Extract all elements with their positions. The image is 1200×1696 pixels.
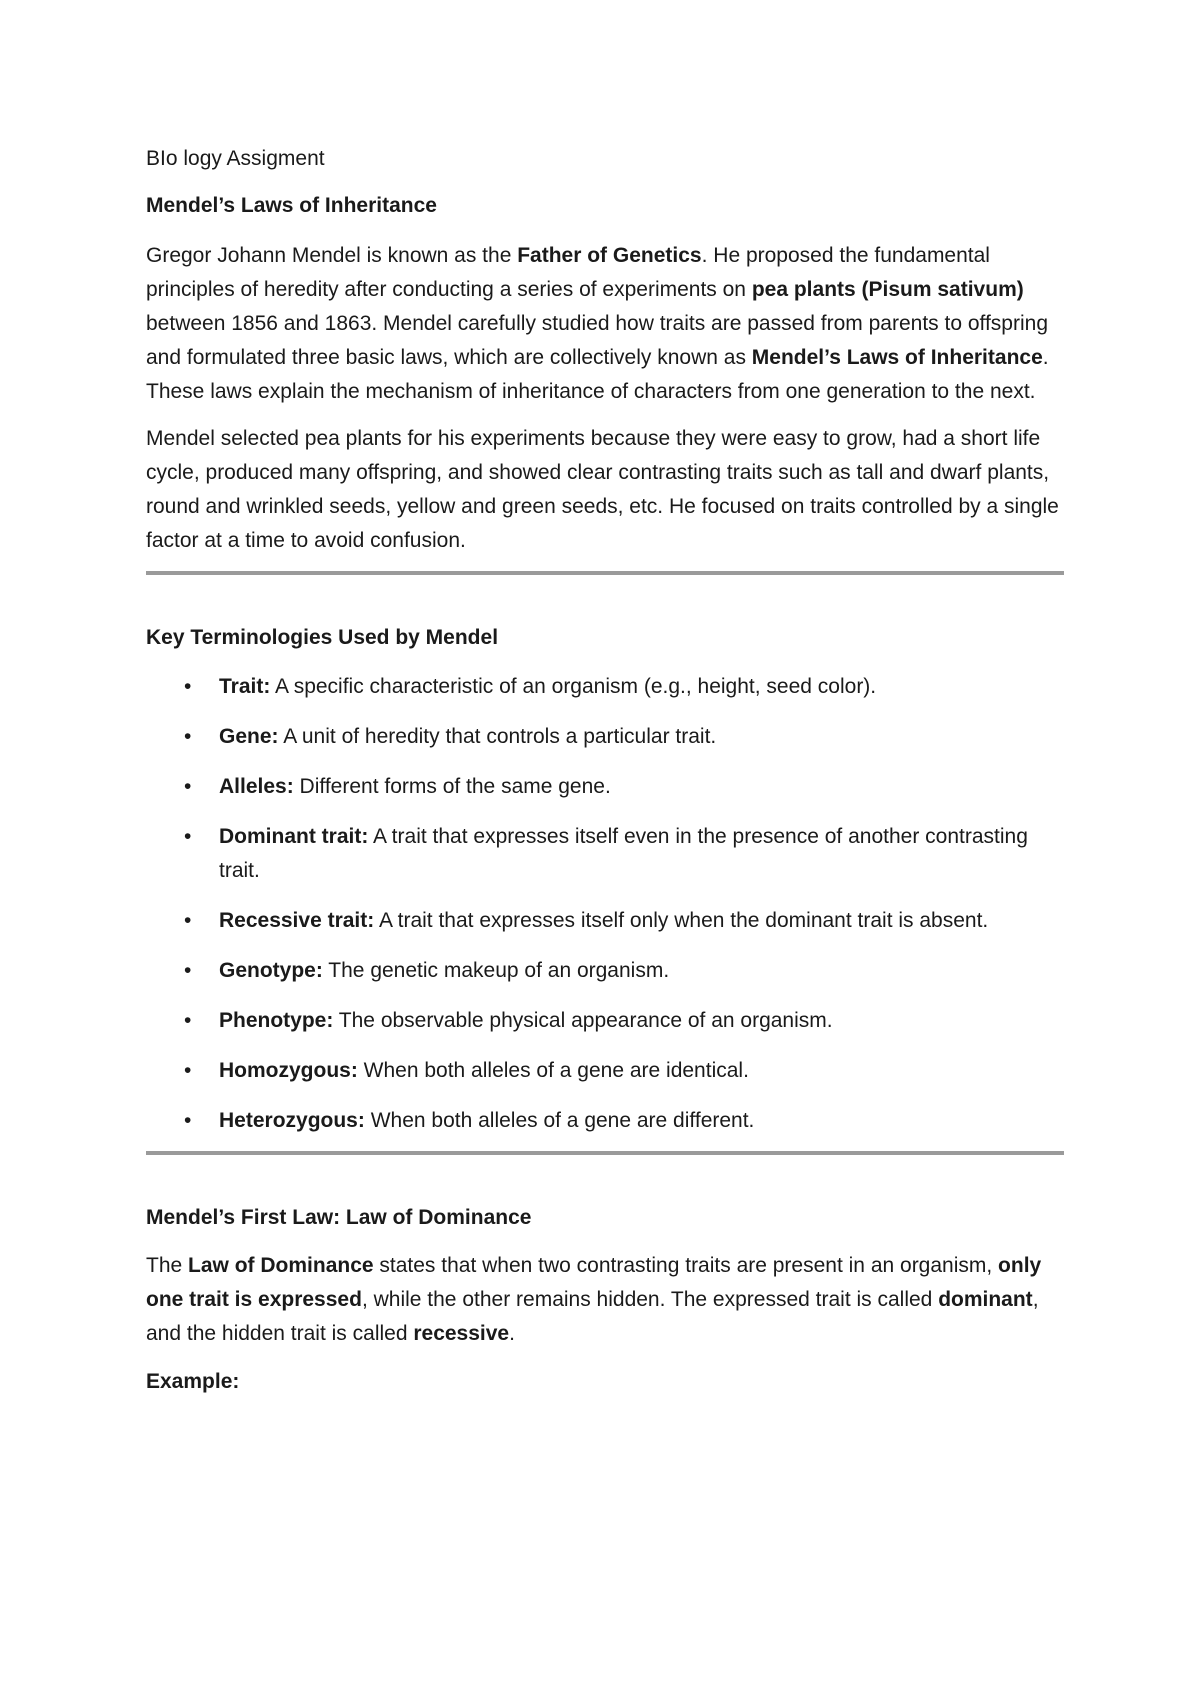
definition: Different forms of the same gene. [293, 775, 611, 798]
run: The [146, 1254, 189, 1277]
run: . He proposed the fundamental principles of heredity after conducting a series of experiments on [146, 244, 990, 301]
bullet-icon: • [184, 909, 192, 932]
list-item [146, 820, 1064, 888]
term: Trait: [219, 675, 271, 698]
example-label: Example: [146, 1370, 240, 1393]
bullet-icon: • [184, 959, 192, 982]
term: Heterozygous: [219, 1109, 365, 1132]
run-bold: recessive [413, 1322, 510, 1345]
run-bold: Father of Genetics [517, 244, 702, 267]
list-item [146, 670, 1064, 704]
term: Recessive trait: [219, 909, 375, 932]
terminology-list [146, 670, 1064, 1138]
definition: The genetic makeup of an organism. [322, 959, 670, 982]
list-item [146, 1004, 1064, 1038]
definition: The observable physical appearance of an organism. [333, 1009, 833, 1032]
term: Dominant trait: [219, 825, 369, 848]
definition: A specific characteristic of an organism (e.g., height, seed color). [270, 675, 877, 698]
section-heading-laws: Mendel’s Laws of Inheritance [146, 194, 437, 217]
bullet-icon: • [184, 775, 192, 798]
run-bold: Law of Dominance [188, 1254, 374, 1277]
dominance-paragraph [146, 1249, 1064, 1351]
document-title: BIo logy Assigment [146, 147, 325, 170]
list-item [146, 1054, 1064, 1088]
run-bold: only one trait is expressed [146, 1254, 1042, 1311]
horizontal-rule [146, 1151, 1064, 1155]
run-bold: Mendel’s Laws of Inheritance [751, 346, 1043, 369]
term: Alleles: [219, 775, 294, 798]
section-heading-terminology: Key Terminologies Used by Mendel [146, 626, 499, 649]
bullet-icon: • [184, 825, 192, 848]
bullet-icon: • [184, 725, 192, 748]
definition: When both alleles of a gene are different. [364, 1109, 755, 1132]
bullet-icon: • [184, 1109, 192, 1132]
term: Gene: [219, 725, 279, 748]
run: states that when two contrasting traits are present in an organism, [373, 1254, 999, 1277]
list-item [146, 1104, 1064, 1138]
term: Genotype: [219, 959, 323, 982]
definition: When both alleles of a gene are identical. [357, 1059, 749, 1082]
section-heading-dominance: Mendel’s First Law: Law of Dominance [146, 1206, 532, 1229]
run: Gregor Johann Mendel is known as the [146, 244, 518, 267]
run-bold: pea plants (Pisum sativum) [751, 278, 1024, 301]
term: Homozygous: [219, 1059, 358, 1082]
list-item [146, 904, 1064, 938]
run: . [509, 1322, 515, 1345]
bullet-icon: • [184, 1009, 192, 1032]
list-item [146, 770, 1064, 804]
term: Phenotype: [219, 1009, 334, 1032]
intro-paragraph [146, 239, 1064, 409]
run: , while the other remains hidden. The expressed trait is called [361, 1288, 939, 1311]
run: , and the hidden trait is called [146, 1288, 1039, 1345]
pea-plants-paragraph: Mendel selected pea plants for his experiments because they were easy to grow, had a short life cycle, produced many offspring, and showed clear contrasting traits such as tall and dwarf plants, round and wrinkled seeds, yellow and green seeds, etc. He focused on traits controlled by a single factor at a time to avoid confusion. [146, 427, 1059, 552]
run: between 1856 and 1863. Mendel carefully studied how traits are passed from parents to offspring and formulated three basic laws, which are collectively known as [146, 312, 1048, 369]
definition: A trait that expresses itself only when the dominant trait is absent. [374, 909, 989, 932]
run: . These laws explain the mechanism of inheritance of characters from one generation to the next. [146, 346, 1049, 403]
list-item [146, 720, 1064, 754]
run-bold: dominant [938, 1288, 1033, 1311]
bullet-icon: • [184, 675, 192, 698]
document-page [146, 142, 1064, 1399]
bullet-icon: • [184, 1059, 192, 1082]
list-item [146, 954, 1064, 988]
definition: A trait that expresses itself even in the presence of another contrasting trait. [219, 825, 1028, 882]
horizontal-rule [146, 571, 1064, 575]
definition: A unit of heredity that controls a particular trait. [278, 725, 717, 748]
